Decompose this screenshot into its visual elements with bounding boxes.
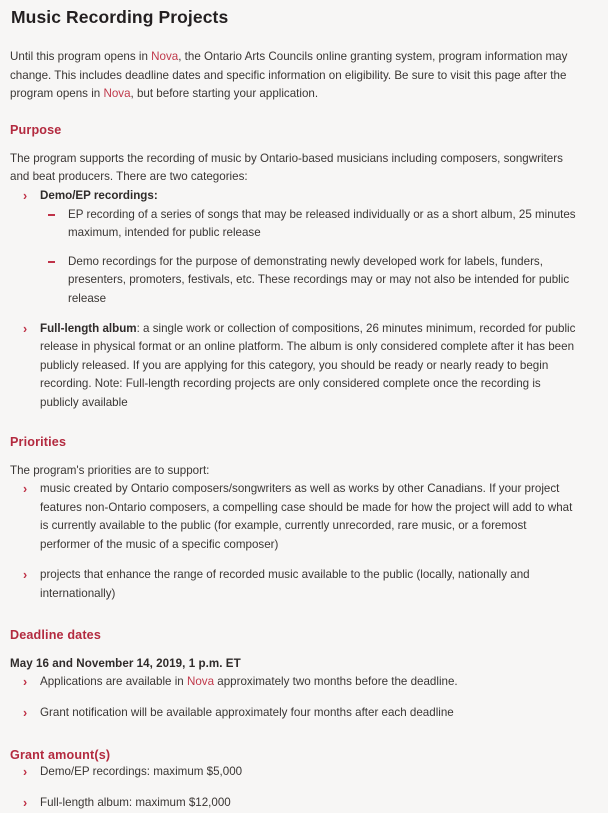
priorities-intro: The program's priorities are to support: <box>10 463 210 477</box>
nova-link[interactable]: Nova <box>103 87 131 101</box>
list-item <box>9 794 578 813</box>
grant-amount-list <box>9 763 578 812</box>
intro-text-3: , but before starting your application. <box>130 87 319 101</box>
list-item <box>40 253 578 309</box>
purpose-intro: The program supports the recording of music by Ontario-based musicians including composers, songwriters and beat producers. There are two categories: <box>10 151 563 184</box>
priorities-heading: Priorities <box>10 434 67 449</box>
list-item <box>9 320 578 413</box>
priorities-list <box>9 480 578 604</box>
deadline-item-text-2: approximately two months before the deadline. <box>214 675 458 689</box>
list-item <box>9 704 578 723</box>
deadline-item-text: Grant notification will be available approximately four months after each deadline <box>40 705 454 719</box>
priority-item-text: music created by Ontario composers/songwriters as well as works by other Canadians. If your project features non-Ontario composers, a compelling case should be made for how the project will add to what is currently available to the public (for example, currently unrecorded, rare music, or a foremost performer of the music of a specific composer) <box>40 482 573 551</box>
chevron-right-icon: › <box>23 482 28 497</box>
chevron-right-icon: › <box>23 321 28 336</box>
intro-text-1: Until this program opens in <box>10 50 152 63</box>
purpose-section <box>9 122 578 413</box>
list-item <box>9 763 578 782</box>
grant-amount-section <box>9 747 578 812</box>
chevron-right-icon: › <box>23 568 28 583</box>
grant-amount-item-text: Demo/EP recordings: maximum $5,000 <box>40 765 243 779</box>
chevron-right-icon: › <box>23 675 28 690</box>
priority-item-text: projects that enhance the range of recorded music available to the public (locally, nationally and internationally) <box>40 568 530 601</box>
grant-amount-heading: Grant amount(s) <box>10 748 111 763</box>
intro-text-2: , the Ontario Arts Councils online granting system, program information may change. This includes deadline dates and specific information on eligibility. Be sure to visit this page after the program opens in <box>10 50 568 101</box>
list-item <box>9 566 578 603</box>
deadline-dates-value: May 16 and November 14, 2019, 1 p.m. ET <box>10 656 241 670</box>
grant-amount-item-text: Full-length album: maximum $12,000 <box>40 796 231 810</box>
purpose-item-label: Demo/EP recordings: <box>40 188 158 202</box>
deadline-dates-section <box>9 627 578 723</box>
nova-link[interactable]: Nova <box>151 50 179 63</box>
list-item <box>40 206 578 243</box>
deadline-item-text: Applications are available in <box>40 675 187 689</box>
sub-item-text: Demo recordings for the purpose of demonstrating newly developed work for labels, funders, presenters, promoters, festivals, etc. These recordings may or may not also be intended for public release <box>68 254 570 305</box>
page-title: Music Recording Projects <box>11 7 229 27</box>
purpose-list <box>9 187 578 413</box>
demo-ep-sublist <box>40 206 578 309</box>
list-item <box>9 480 578 554</box>
priorities-section <box>9 434 578 604</box>
chevron-right-icon: › <box>23 765 28 780</box>
purpose-item-text: : a single work or collection of compositions, 26 minutes minimum, recorded for public release in physical format or an online platform. The album is only considered complete after it has been publicly released. If you are applying for this category, you should be ready or nearly ready to begin recording. Note: Full-length recording projects are only considered complete once the recording is publicly available <box>40 321 576 409</box>
list-item <box>9 673 578 692</box>
deadline-dates-heading: Deadline dates <box>10 627 101 642</box>
chevron-right-icon: › <box>23 705 28 720</box>
purpose-heading: Purpose <box>10 122 62 137</box>
list-item <box>9 187 578 309</box>
document-page <box>0 6 608 811</box>
nova-link[interactable]: Nova <box>186 675 215 689</box>
sub-item-text: EP recording of a series of songs that may be released individually or as a short album, 25 minutes maximum, intended for public release <box>68 207 576 240</box>
purpose-item-label: Full-length album <box>40 321 137 335</box>
chevron-right-icon: › <box>23 796 28 811</box>
dash-bullet-icon <box>48 261 55 263</box>
deadline-list <box>9 673 578 722</box>
chevron-right-icon: › <box>23 188 28 203</box>
intro-paragraph <box>10 48 570 104</box>
dash-bullet-icon <box>48 214 55 216</box>
